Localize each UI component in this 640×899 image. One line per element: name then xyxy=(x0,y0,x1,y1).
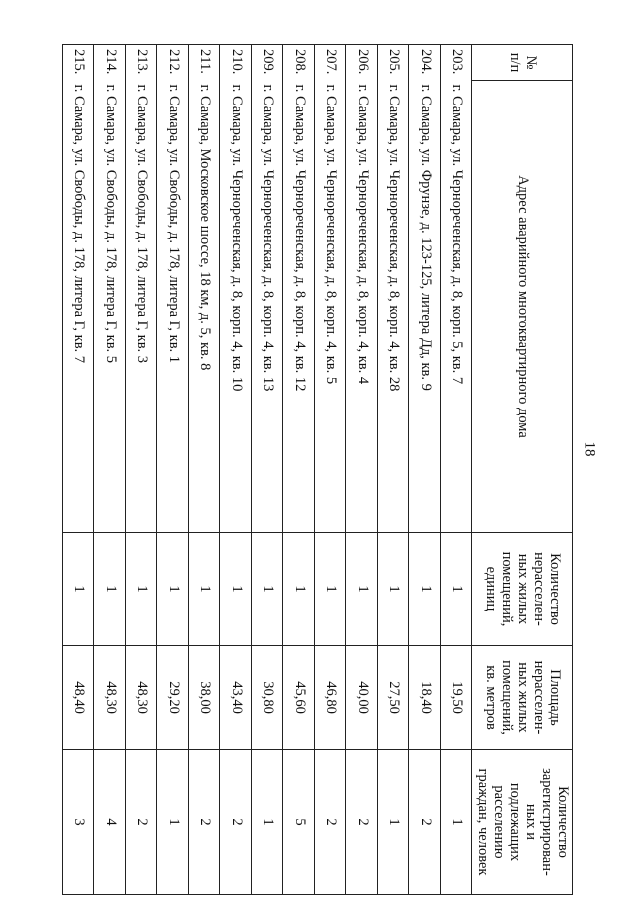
header-area-line: Площадь xyxy=(547,669,564,726)
row-count: 1 xyxy=(346,533,378,646)
row-area: 29,20 xyxy=(157,646,189,750)
row-persons: 1 xyxy=(377,750,409,895)
header-persons-line: граждан, человек xyxy=(475,768,492,876)
row-persons: 1 xyxy=(251,750,283,895)
row-address: г. Самара, Московское шоссе, 18 км, д. 5, кв. 8 xyxy=(188,81,220,533)
table-row xyxy=(157,45,189,895)
header-count-line: Количество xyxy=(547,553,564,625)
row-persons: 3 xyxy=(62,750,94,895)
header-persons-line: ных и xyxy=(523,803,540,841)
row-area: 45,60 xyxy=(283,646,315,750)
row-persons: 2 xyxy=(125,750,157,895)
row-number: 214. xyxy=(94,45,126,81)
row-address: г. Самара, ул. Свободы, д. 178, литера Г, кв. 5 xyxy=(94,81,126,533)
row-address: г. Самара, ул. Свободы, д. 178, литера Г, кв. 7 xyxy=(62,81,94,533)
row-area: 19,50 xyxy=(440,646,472,750)
row-address: г. Самара, ул. Чернореченская, д. 8, корп. 4, кв. 13 xyxy=(251,81,283,533)
row-count: 1 xyxy=(377,533,409,646)
table-row xyxy=(346,45,378,895)
row-persons: 4 xyxy=(94,750,126,895)
row-count: 1 xyxy=(125,533,157,646)
row-number: 204. xyxy=(409,45,441,81)
header-persons-line: Количество xyxy=(555,786,571,858)
row-address: г. Самара, ул. Чернореченская, д. 8, корп. 4, кв. 28 xyxy=(377,81,409,533)
row-count: 1 xyxy=(94,533,126,646)
row-area: 38,00 xyxy=(188,646,220,750)
row-address: г. Самара, ул. Свободы, д. 178, литера Г, кв. 1 xyxy=(157,81,189,533)
row-area: 48,30 xyxy=(125,646,157,750)
row-persons: 2 xyxy=(346,750,378,895)
table-row xyxy=(409,45,441,895)
row-number: 205. xyxy=(377,45,409,81)
row-persons: 2 xyxy=(314,750,346,895)
row-address: г. Самара, ул. Фрунзе, д. 123-125, литера Дд, кв. 9 xyxy=(409,81,441,533)
header-persons-line: зарегистрирован- xyxy=(539,768,556,876)
row-number: 210. xyxy=(220,45,252,81)
row-address: г. Самара, ул. Чернореченская, д. 8, корп. 4, кв. 5 xyxy=(314,81,346,533)
row-persons: 2 xyxy=(409,750,441,895)
row-number: 207. xyxy=(314,45,346,81)
table-row xyxy=(283,45,315,895)
row-persons: 2 xyxy=(188,750,220,895)
row-number: 209. xyxy=(251,45,283,81)
header-count-line: ных жилых xyxy=(515,553,532,625)
table-row xyxy=(125,45,157,895)
row-count: 1 xyxy=(62,533,94,646)
header-persons-line: расселению xyxy=(491,785,508,859)
emergency-housing-table xyxy=(62,44,573,895)
row-persons: 2 xyxy=(220,750,252,895)
table-row xyxy=(94,45,126,895)
row-address: г. Самара, ул. Чернореченская, д. 8, корп. 4, кв. 12 xyxy=(283,81,315,533)
row-number: 213. xyxy=(125,45,157,81)
row-count: 1 xyxy=(409,533,441,646)
row-number: 211. xyxy=(188,45,220,81)
table-row xyxy=(377,45,409,895)
row-count: 1 xyxy=(440,533,472,646)
row-persons: 5 xyxy=(283,750,315,895)
table-row xyxy=(440,45,472,895)
row-address: г. Самара, ул. Свободы, д. 178, литера Г, кв. 3 xyxy=(125,81,157,533)
row-area: 30,80 xyxy=(251,646,283,750)
table-row xyxy=(220,45,252,895)
row-number: 215. xyxy=(62,45,94,81)
table-row xyxy=(251,45,283,895)
row-address: г. Самара, ул. Чернореченская, д. 8, корп. 5, кв. 7 xyxy=(440,81,472,533)
header-area-line: нерасселен- xyxy=(531,660,548,735)
page-number: 18 xyxy=(581,441,598,457)
row-number: 203. xyxy=(440,45,472,81)
header-count xyxy=(472,533,573,646)
row-number: 212. xyxy=(157,45,189,81)
header-number-line: п/п xyxy=(507,52,524,73)
rotated-page-content xyxy=(52,44,573,894)
row-count: 1 xyxy=(188,533,220,646)
header-address: Адрес аварийного многоквартирного дома xyxy=(472,81,573,533)
row-count: 1 xyxy=(157,533,189,646)
header-persons xyxy=(472,750,573,895)
row-number: 208. xyxy=(283,45,315,81)
header-area-line: помещений, xyxy=(499,660,516,735)
row-count: 1 xyxy=(283,533,315,646)
table-header-row xyxy=(472,45,573,895)
row-area: 43,40 xyxy=(220,646,252,750)
table-row xyxy=(188,45,220,895)
header-area-line: кв. метров xyxy=(483,665,500,730)
row-count: 1 xyxy=(220,533,252,646)
header-area-line: ных жилых xyxy=(515,662,532,733)
row-count: 1 xyxy=(251,533,283,646)
table-row xyxy=(62,45,94,895)
header-number xyxy=(472,45,573,81)
row-address: г. Самара, ул. Чернореченская, д. 8, корп. 4, кв. 4 xyxy=(346,81,378,533)
header-count-line: единиц xyxy=(483,566,500,612)
header-number-line: № xyxy=(523,55,540,70)
row-persons: 1 xyxy=(157,750,189,895)
header-count-line: помещений, xyxy=(499,551,516,627)
row-count: 1 xyxy=(314,533,346,646)
header-count-line: нерасселен- xyxy=(531,552,548,626)
header-persons-line: подлежащих xyxy=(507,782,524,862)
row-area: 18,40 xyxy=(409,646,441,750)
row-area: 40,00 xyxy=(346,646,378,750)
table-row xyxy=(314,45,346,895)
row-number: 206. xyxy=(346,45,378,81)
row-area: 27,50 xyxy=(377,646,409,750)
row-area: 46,80 xyxy=(314,646,346,750)
row-address: г. Самара, ул. Чернореченская, д. 8, корп. 4, кв. 10 xyxy=(220,81,252,533)
header-area xyxy=(472,646,573,750)
row-persons: 1 xyxy=(440,750,472,895)
row-area: 48,40 xyxy=(62,646,94,750)
row-area: 48,30 xyxy=(94,646,126,750)
